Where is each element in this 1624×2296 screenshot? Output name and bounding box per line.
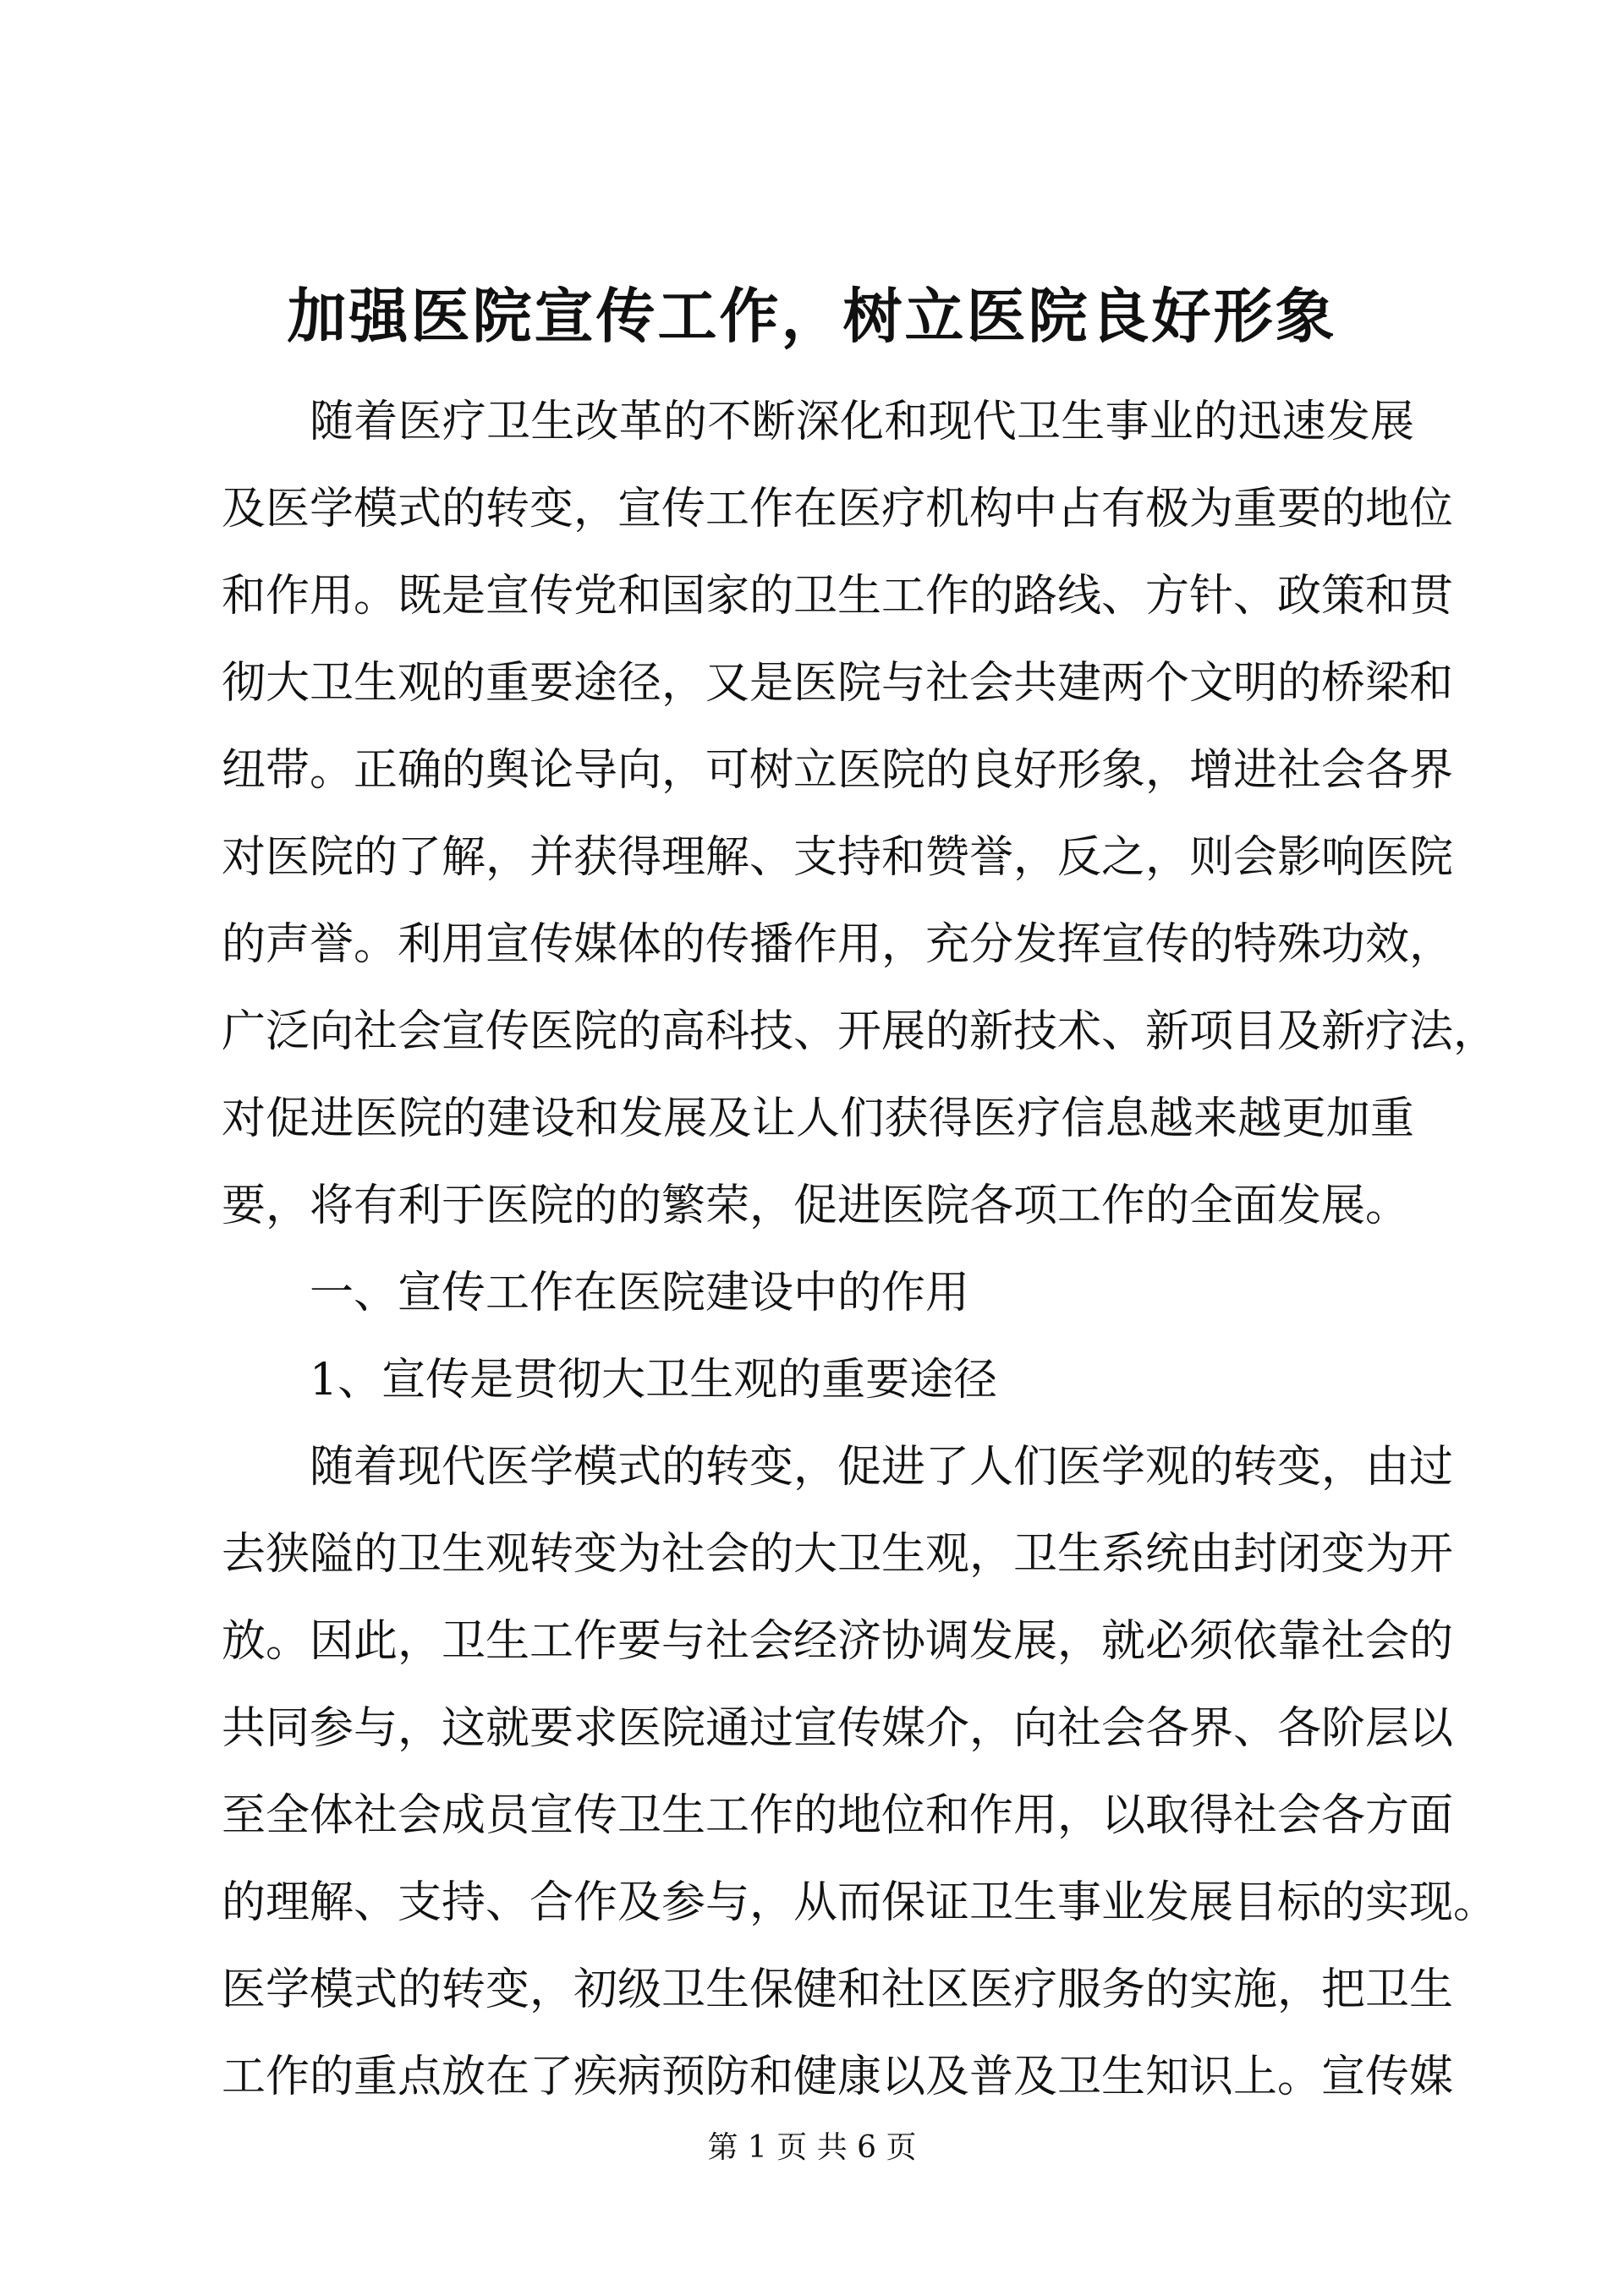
paragraph-line: 彻大卫生观的重要途径，又是医院与社会共建两个文明的桥梁和 — [222, 658, 1454, 709]
paragraph-line: 纽带。正确的舆论导向，可树立医院的良好形象，增进社会各界 — [222, 745, 1454, 796]
paragraph-line: 去狭隘的卫生观转变为社会的大卫生观，卫生系统由封闭变为开 — [222, 1529, 1454, 1580]
paragraph-line: 及医学模式的转变，宣传工作在医疗机构中占有极为重要的地位 — [222, 484, 1454, 534]
section-heading: 一、宣传工作在医院建设中的作用 — [310, 1268, 970, 1318]
paragraph-line: 随着医疗卫生改革的不断深化和现代卫生事业的迅速发展 — [310, 397, 1414, 447]
paragraph-line: 工作的重点放在了疾病预防和健康以及普及卫生知识上。宣传媒 — [222, 2052, 1454, 2102]
subsection-heading: 1、宣传是贯彻大卫生观的重要途径 — [310, 1355, 998, 1406]
paragraph-line: 广泛向社会宣传医院的高科技、开展的新技术、新项目及新疗法， — [222, 1006, 1498, 1057]
paragraph-line: 要，将有利于医院的的繁荣，促进医院各项工作的全面发展。 — [222, 1181, 1410, 1231]
paragraph-line: 和作用。既是宣传党和国家的卫生工作的路线、方针、政策和贯 — [222, 571, 1454, 622]
paragraph-line: 共同参与，这就要求医院通过宣传媒介，向社会各界、各阶层以 — [222, 1703, 1454, 1754]
paragraph-line: 对医院的了解，并获得理解、支持和赞誉，反之，则会影响医院 — [222, 832, 1454, 883]
document-title: 加强医院宣传工作，树立医院良好形象 — [287, 281, 1337, 351]
paragraph-line: 至全体社会成员宣传卫生工作的地位和作用，以取得社会各方面 — [222, 1790, 1454, 1841]
paragraph-line: 放。因此，卫生工作要与社会经济协调发展，就必须依靠社会的 — [222, 1616, 1454, 1667]
paragraph-line: 的声誉。利用宣传媒体的传播作用，充分发挥宣传的特殊功效， — [222, 919, 1454, 970]
paragraph-line: 随着现代医学模式的转变，促进了人们医学观的转变，由过 — [310, 1442, 1454, 1493]
document-body — [222, 379, 1498, 2121]
paragraph-line: 对促进医院的建设和发展及让人们获得医疗信息越来越更加重 — [222, 1093, 1414, 1144]
paragraph-line: 的理解、支持、合作及参与，从而保证卫生事业发展目标的实现。 — [222, 1877, 1498, 1928]
paragraph-line: 医学模式的转变，初级卫生保健和社区医疗服务的实施，把卫生 — [222, 1964, 1454, 2015]
page-number-footer: 第 1 页 共 6 页 — [707, 2130, 917, 2165]
